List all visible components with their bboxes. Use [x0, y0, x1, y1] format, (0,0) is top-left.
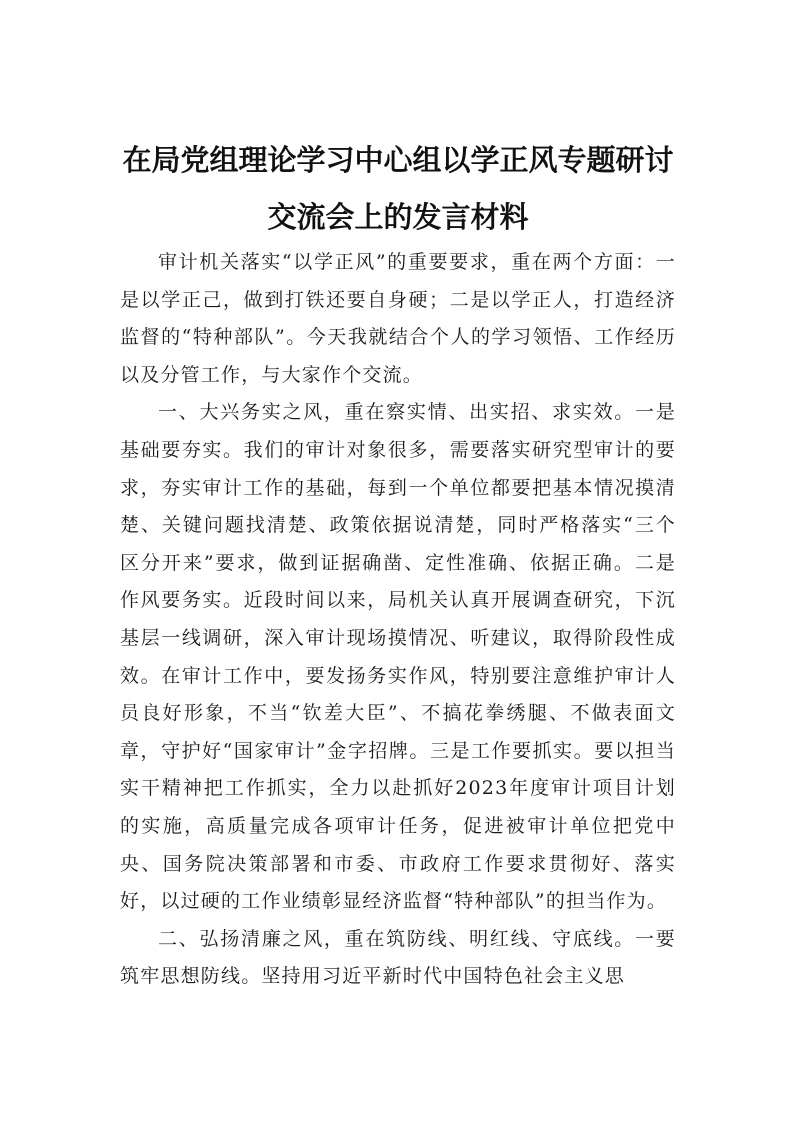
- document-body: [120, 244, 676, 996]
- paragraph-intro: 审计机关落实“以学正风”的重要要求，重在两个方面：一是以学正己，做到打铁还要自身硬；二是以学正人，打造经济监督的“特种部队”。今天我就结合个人的学习领悟、工作经历以及分管工作，与大家作个交流。: [120, 251, 676, 386]
- paragraph-section-1: 一、大兴务实之风，重在察实情、出实招、求实效。一是基础要夯实。我们的审计对象很多，需要落实研究型审计的要求，夯实审计工作的基础，每到一个单位都要把基本情况摸清楚、关键问题找清楚、政策依据说清楚，同时严格落实“三个区分开来”要求，做到证据确凿、定性准确、依据正确。二是作风要务实。近段时间以来，局机关认真开展调查研究，下沉基层一线调研，深入审计现场摸情况、听建议，取得阶段性成效。在审计工作中，要发扬务实作风，特别要注意维护审计人员良好形象，不当“钦差大臣”、不搞花拳绣腿、不做表面文章，守护好“国家审计”金字招牌。三是工作要抓实。要以担当实干精神把工作抓实，全力以赴抓好2023年度审计项目计划的实施，高质量完成各项审计任务，促进被审计单位把党中央、国务院决策部署和市委、市政府工作要求贯彻好、落实好，以过硬的工作业绩彰显经济监督“特种部队”的担当作为。: [120, 401, 676, 913]
- document-title: 在局党组理论学习中心组以学正风专题研讨交流会上的发言材料: [122, 143, 674, 234]
- paragraph-section-2: 二、弘扬清廉之风，重在筑防线、明红线、守底线。一要筑牢思想防线。坚持用习近平新时代中国特色社会主义思: [120, 927, 676, 988]
